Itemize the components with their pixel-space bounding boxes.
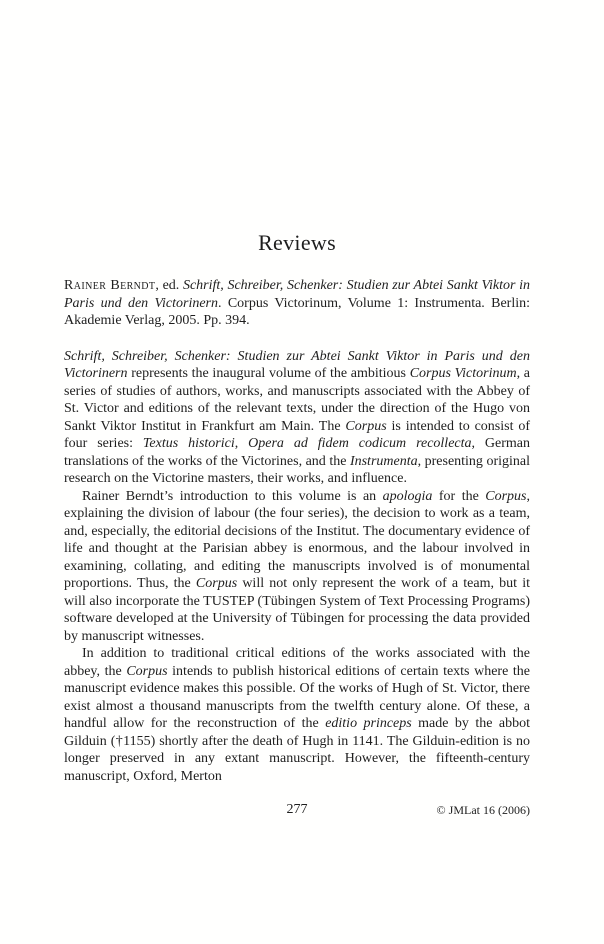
text-block xyxy=(64,0,530,820)
text-segment: Opera ad fidem codicum recollecta xyxy=(248,436,472,451)
text-segment: is intended to consist of four series: xyxy=(64,418,530,451)
text-segment: for the xyxy=(432,488,486,504)
text-segment: Instrumenta xyxy=(349,453,418,469)
text-segment: Textus historici xyxy=(142,436,235,451)
text-segment: represents the inaugural volume of the ambitious xyxy=(127,366,410,381)
text-segment: made by the abbot Gilduin (†1155) shortly after the death of Hugh in 1141. The Gilduin-edition is no longer preserved in any extant manuscript. However, the fifteenth-century manuscript, Oxford, Merton xyxy=(64,716,530,784)
citation-author: Rainer Berndt xyxy=(64,278,156,293)
text-segment: editio princeps xyxy=(325,716,412,731)
text-segment: Corpus xyxy=(126,663,168,679)
text-segment: will not only represent the work of a team, but it will also incorporate the TUSTEP (Tübingen System of Text Processing Programs) software developed at the University of Tübingen for processing the data provided by manuscript witnesses. xyxy=(64,576,531,644)
page-number: 277 xyxy=(286,802,308,817)
text-segment: Corpus xyxy=(345,418,387,434)
copyright-notice: © JMLat 16 (2006) xyxy=(436,803,530,817)
text-segment: , explaining the division of labour (the four series), the decision to work as a team, and, especially, the editorial decisions of the Institut. The documentary evidence of life and thought at the Parisian abbey is enormous, and the labour involved in examining, collating, and editing the manuscripts involved is of monumental proportions. Thus, the xyxy=(64,488,530,591)
text-segment: Schrift, Schreiber, Schenker: Studien zur Abtei Sankt Viktor in Paris und den Victorinern xyxy=(64,348,530,381)
text-segment: apologia xyxy=(382,488,433,504)
page-footer xyxy=(64,802,530,820)
text-segment: Corpus xyxy=(485,488,527,504)
text-segment: Corpus xyxy=(195,576,238,591)
text-segment: Corpus Victorinum xyxy=(409,366,517,381)
text-segment: In addition to traditional critical editions of the works associated with the abbey, the xyxy=(64,646,530,679)
text-segment: , presenting original research on the Victorine masters, their works, and influence. xyxy=(64,453,530,486)
review-body xyxy=(64,348,530,786)
text-segment: , xyxy=(234,436,249,451)
review-paragraph-2 xyxy=(64,488,530,646)
citation-work-title: Schrift, Schreiber, Schenker: Studien zur Abtei Sankt Viktor in Paris und den Victorinern xyxy=(64,278,530,311)
text-segment: Rainer Berndt’s introduction to this volume is an xyxy=(82,488,383,504)
review-paragraph-1 xyxy=(64,348,530,488)
book-citation xyxy=(64,277,530,330)
citation-publication-info: . Corpus Victorinum, Volume 1: Instrumenta. Berlin: Akademie Verlag, 2005. Pp. 394. xyxy=(64,295,530,328)
text-segment: , a series of studies of authors, works, and manuscripts associated with the Abbey of St. Victor and editions of the relevant texts, under the direction of the Hugo von Sankt Viktor Institut in Frankfurt am Main. The xyxy=(64,366,530,434)
citation-editor-label: , ed. xyxy=(155,278,183,293)
text-segment: intends to publish historical editions of certain texts where the manuscript evidence makes this possible. Of the works of Hugh of St. Victor, there exist almost a thousand manuscripts from the twelfth century alone. Of these, a handful allow for the reconstruction of the xyxy=(64,663,531,731)
review-paragraph-3 xyxy=(64,645,530,785)
text-segment: , German translations of the works of the Victorines, and the xyxy=(64,436,531,469)
page-title: Reviews xyxy=(258,230,336,255)
